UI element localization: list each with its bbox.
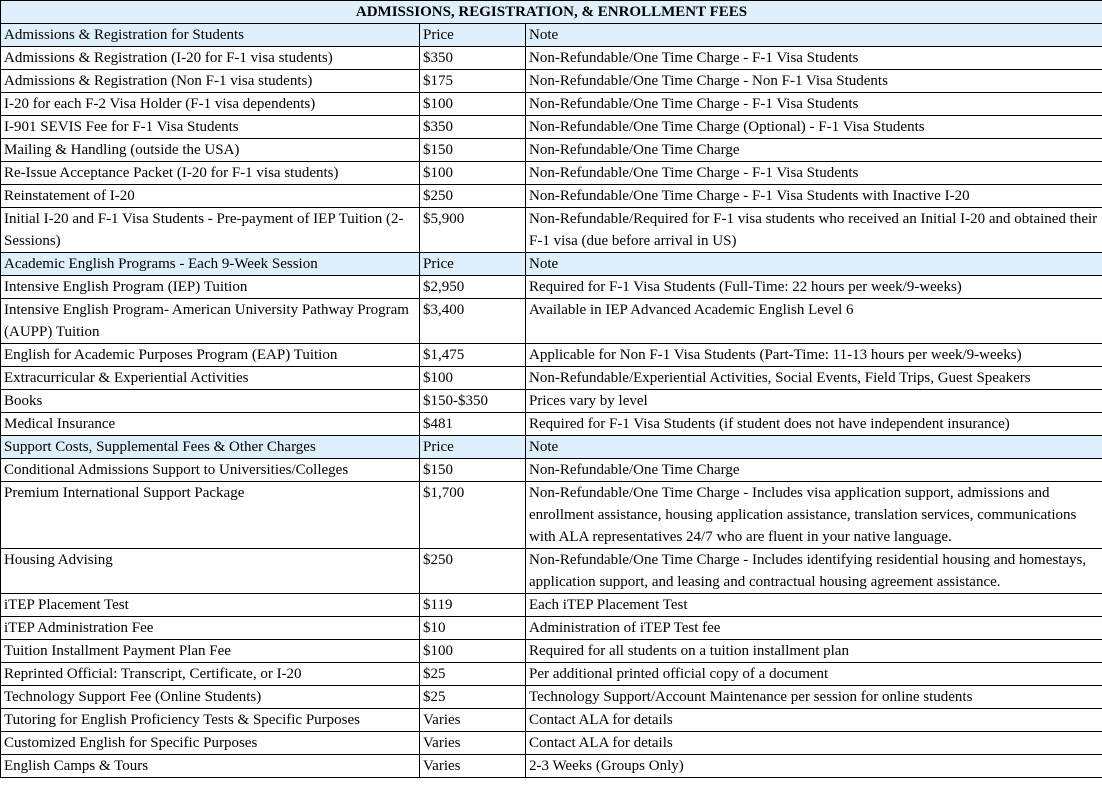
fee-price-cell: $481: [420, 413, 526, 436]
fee-price-cell: $5,900: [420, 208, 526, 253]
fee-price-cell: $25: [420, 686, 526, 709]
fee-name-cell: Reprinted Official: Transcript, Certificate, or I-20: [1, 663, 420, 686]
fee-note-cell: Contact ALA for details: [526, 709, 1102, 732]
note-header: Note: [526, 24, 1102, 47]
fee-note-cell: Non-Refundable/One Time Charge - Includes identifying residential housing and homestays, application support, and leasing and contractual housing agreement assistance.: [526, 549, 1102, 594]
fee-note-cell: Non-Refundable/One Time Charge - F-1 Visa Students: [526, 162, 1102, 185]
table-row: [1, 755, 1102, 778]
table-row: [1, 93, 1102, 116]
fee-note-cell: Contact ALA for details: [526, 732, 1102, 755]
fee-name-cell: Tutoring for English Proficiency Tests & Specific Purposes: [1, 709, 420, 732]
price-header: Price: [420, 436, 526, 459]
fee-note-cell: Non-Refundable/One Time Charge - Includes visa application support, admissions and enrollment assistance, housing application assistance, translation services, communications with ALA representatives 24/7 who are fluent in your native language.: [526, 482, 1102, 549]
fee-note-cell: Administration of iTEP Test fee: [526, 617, 1102, 640]
fee-note-cell: Per additional printed official copy of a document: [526, 663, 1102, 686]
fee-price-cell: $350: [420, 116, 526, 139]
table-row: [1, 139, 1102, 162]
table-row: [1, 70, 1102, 93]
fee-price-cell: $175: [420, 70, 526, 93]
fee-note-cell: Non-Refundable/One Time Charge: [526, 459, 1102, 482]
fee-price-cell: $250: [420, 549, 526, 594]
fee-price-cell: $100: [420, 640, 526, 663]
fee-price-cell: Varies: [420, 709, 526, 732]
fee-name-cell: Admissions & Registration (I-20 for F-1 visa students): [1, 47, 420, 70]
table-row: [1, 344, 1102, 367]
section-title: Support Costs, Supplemental Fees & Other Charges: [1, 436, 420, 459]
fee-name-cell: Mailing & Handling (outside the USA): [1, 139, 420, 162]
table-row: [1, 47, 1102, 70]
fee-note-cell: Non-Refundable/One Time Charge: [526, 139, 1102, 162]
fee-price-cell: $10: [420, 617, 526, 640]
fee-note-cell: Non-Refundable/One Time Charge - F-1 Visa Students with Inactive I-20: [526, 185, 1102, 208]
fee-price-cell: $150: [420, 459, 526, 482]
fee-note-cell: Non-Refundable/One Time Charge - F-1 Visa Students: [526, 93, 1102, 116]
fee-name-cell: Technology Support Fee (Online Students): [1, 686, 420, 709]
fee-note-cell: Non-Refundable/Experiential Activities, Social Events, Field Trips, Guest Speakers: [526, 367, 1102, 390]
table-row: [1, 208, 1102, 253]
section-title: Admissions & Registration for Students: [1, 24, 420, 47]
fee-name-cell: Housing Advising: [1, 549, 420, 594]
title-row: [1, 1, 1102, 24]
fee-name-cell: Tuition Installment Payment Plan Fee: [1, 640, 420, 663]
fee-note-cell: Applicable for Non F-1 Visa Students (Part-Time: 11-13 hours per week/9-weeks): [526, 344, 1102, 367]
table-row: [1, 617, 1102, 640]
fee-name-cell: Intensive English Program (IEP) Tuition: [1, 276, 420, 299]
note-header: Note: [526, 253, 1102, 276]
section-header-row: [1, 436, 1102, 459]
fee-price-cell: $119: [420, 594, 526, 617]
fee-note-cell: Non-Refundable/One Time Charge - F-1 Visa Students: [526, 47, 1102, 70]
table-body: [1, 24, 1102, 778]
fee-name-cell: Admissions & Registration (Non F-1 visa students): [1, 70, 420, 93]
fee-price-cell: $150-$350: [420, 390, 526, 413]
fee-price-cell: $350: [420, 47, 526, 70]
fee-name-cell: Premium International Support Package: [1, 482, 420, 549]
fee-name-cell: iTEP Administration Fee: [1, 617, 420, 640]
fee-name-cell: Conditional Admissions Support to Universities/Colleges: [1, 459, 420, 482]
table-row: [1, 663, 1102, 686]
fee-price-cell: $100: [420, 93, 526, 116]
fee-price-cell: $100: [420, 162, 526, 185]
fee-note-cell: Each iTEP Placement Test: [526, 594, 1102, 617]
table-title: ADMISSIONS, REGISTRATION, & ENROLLMENT FEES: [1, 1, 1102, 24]
section-title: Academic English Programs - Each 9-Week Session: [1, 253, 420, 276]
table-row: [1, 640, 1102, 663]
fee-note-cell: Required for F-1 Visa Students (Full-Time: 22 hours per week/9-weeks): [526, 276, 1102, 299]
table-row: [1, 162, 1102, 185]
table-row: [1, 367, 1102, 390]
table-row: [1, 482, 1102, 549]
fee-price-cell: $150: [420, 139, 526, 162]
price-header: Price: [420, 253, 526, 276]
price-header: Price: [420, 24, 526, 47]
fee-price-cell: $1,475: [420, 344, 526, 367]
fee-name-cell: Reinstatement of I-20: [1, 185, 420, 208]
table-row: [1, 299, 1102, 344]
fee-note-cell: Technology Support/Account Maintenance per session for online students: [526, 686, 1102, 709]
fee-note-cell: Required for all students on a tuition installment plan: [526, 640, 1102, 663]
table-row: [1, 549, 1102, 594]
fee-price-cell: $25: [420, 663, 526, 686]
fee-name-cell: Medical Insurance: [1, 413, 420, 436]
table-row: [1, 459, 1102, 482]
fee-price-cell: $100: [420, 367, 526, 390]
note-header: Note: [526, 436, 1102, 459]
fee-name-cell: Re-Issue Acceptance Packet (I-20 for F-1 visa students): [1, 162, 420, 185]
fee-price-cell: Varies: [420, 755, 526, 778]
fee-name-cell: Intensive English Program- American University Pathway Program (AUPP) Tuition: [1, 299, 420, 344]
fee-note-cell: Non-Refundable/Required for F-1 visa students who received an Initial I-20 and obtained their F-1 visa (due before arrival in US): [526, 208, 1102, 253]
fee-note-cell: Non-Refundable/One Time Charge (Optional) - F-1 Visa Students: [526, 116, 1102, 139]
fee-price-cell: $2,950: [420, 276, 526, 299]
fee-name-cell: I-901 SEVIS Fee for F-1 Visa Students: [1, 116, 420, 139]
fee-name-cell: English for Academic Purposes Program (EAP) Tuition: [1, 344, 420, 367]
table-row: [1, 413, 1102, 436]
table-row: [1, 709, 1102, 732]
fee-price-cell: $3,400: [420, 299, 526, 344]
fee-name-cell: iTEP Placement Test: [1, 594, 420, 617]
fee-price-cell: Varies: [420, 732, 526, 755]
fee-name-cell: Extracurricular & Experiential Activities: [1, 367, 420, 390]
fee-note-cell: 2-3 Weeks (Groups Only): [526, 755, 1102, 778]
section-header-row: [1, 24, 1102, 47]
table-row: [1, 732, 1102, 755]
fee-note-cell: Prices vary by level: [526, 390, 1102, 413]
fee-note-cell: Non-Refundable/One Time Charge - Non F-1 Visa Students: [526, 70, 1102, 93]
fee-name-cell: Books: [1, 390, 420, 413]
fee-note-cell: Required for F-1 Visa Students (if student does not have independent insurance): [526, 413, 1102, 436]
table-row: [1, 116, 1102, 139]
table-row: [1, 390, 1102, 413]
fee-name-cell: Customized English for Specific Purposes: [1, 732, 420, 755]
table-row: [1, 594, 1102, 617]
section-header-row: [1, 253, 1102, 276]
fee-name-cell: Initial I-20 and F-1 Visa Students - Pre-payment of IEP Tuition (2-Sessions): [1, 208, 420, 253]
fee-price-cell: $1,700: [420, 482, 526, 549]
table-row: [1, 686, 1102, 709]
fee-note-cell: Available in IEP Advanced Academic English Level 6: [526, 299, 1102, 344]
fee-name-cell: I-20 for each F-2 Visa Holder (F-1 visa dependents): [1, 93, 420, 116]
table-row: [1, 185, 1102, 208]
fee-name-cell: English Camps & Tours: [1, 755, 420, 778]
table-row: [1, 276, 1102, 299]
fee-price-cell: $250: [420, 185, 526, 208]
